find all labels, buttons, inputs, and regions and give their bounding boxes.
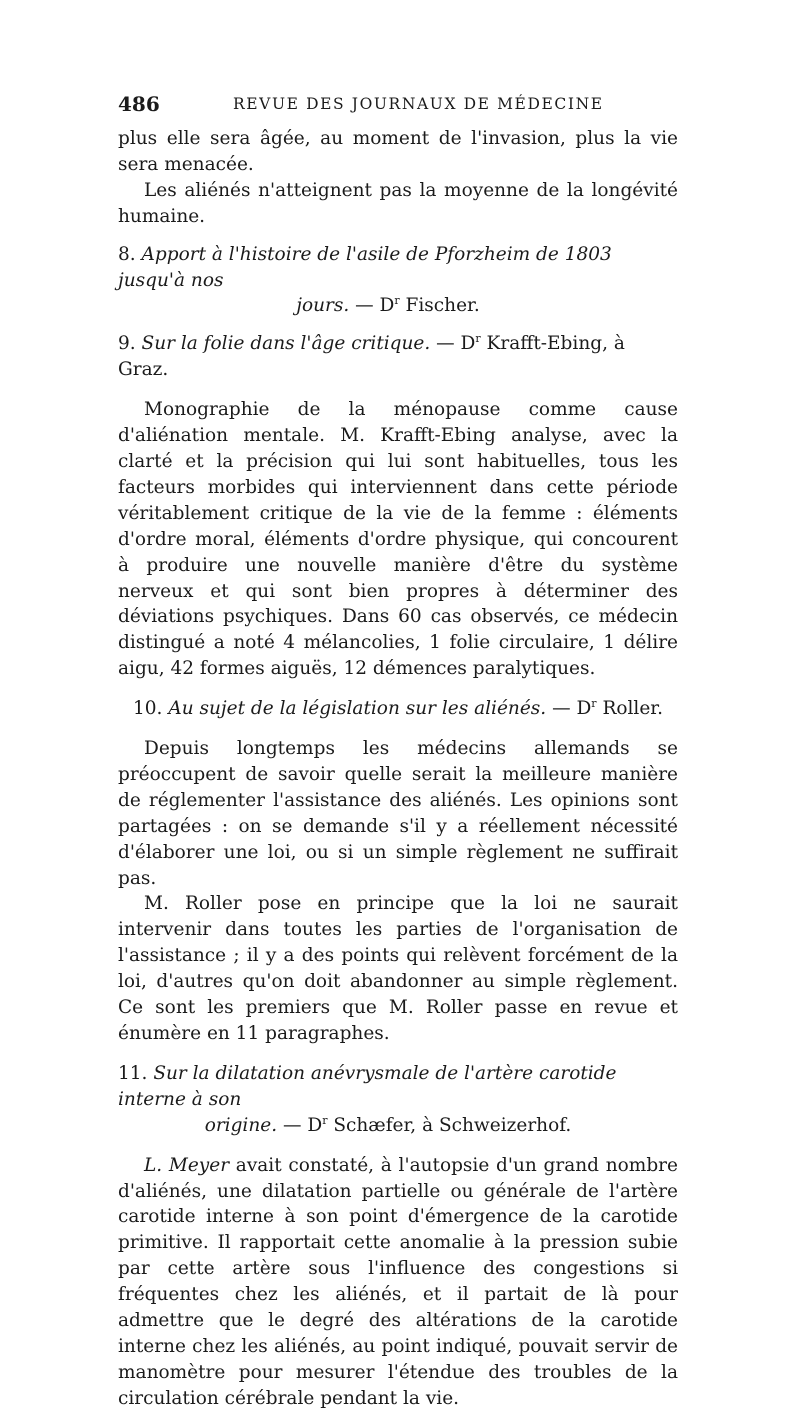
paragraph-menopause: Monographie de la ménopause comme cause d'aliénation mentale. M. Krafft-Ebing analyse, avec la clarté et la précision qui lui sont habituelles, tous les facteurs morbides qui interviennent dans cette période véritablement critique de la vie de la femme : éléments d'ordre moral, éléments d'ordre physique, qui concourent à produire une nouvelle manière d'être du système nerveux et qui sont bien propres à déterminer des déviations psychiques. Dans 60 cas observés, ce médecin distingué a noté 4 mélancolies, 1 folie circulaire, 1 délire aigu, 42 formes aiguës, 12 démences paralytiques.	[118, 399, 678, 680]
section-title: Apport à l'histoire de l'asile de Pforzheim de 1803 jusqu'à nos	[118, 243, 612, 291]
section-number: 9.	[118, 333, 136, 355]
section-heading-8	[118, 242, 678, 320]
section-heading-11	[118, 1061, 678, 1139]
paragraph-roller: M. Roller pose en principe que la loi ne saurait intervenir dans toutes les parties de l'organisation de l'assistance ; il y a des points qui relèvent forcément de la loi, d'autres qu'on doit abandonner au simple règlement. Ce sont les premiers que M. Roller passe en revue et énumère en 11 paragraphes.	[118, 893, 678, 1044]
section-title-continued: origine.	[204, 1114, 278, 1136]
section-title: Sur la folie dans l'âge critique.	[141, 333, 431, 355]
section-heading-9	[118, 331, 678, 383]
running-head	[118, 92, 676, 116]
paragraph-carotid	[118, 1153, 678, 1412]
journal-title: REVUE DES JOURNAUX DE MÉDECINE	[233, 95, 604, 113]
section-author: — $D^r$ Krafft-Ebing, à Graz.	[118, 332, 625, 381]
section-author: — $D^r$ Fischer.	[355, 294, 480, 317]
section-author: — $D^r$ Schæfer, à Schweizerhof.	[282, 1113, 572, 1136]
section-title: Sur la dilatation anévrysmale de l'artère carotide interne à son	[118, 1062, 617, 1110]
section-heading-10	[118, 696, 678, 722]
article-body	[118, 126, 678, 1412]
section-title: Au sujet de la législation sur les aliénés.	[168, 698, 547, 720]
section-number: 8.	[118, 243, 136, 265]
section-number: 10.	[133, 698, 163, 720]
paragraph-longevity: Les aliénés n'atteignent pas la moyenne de la longévité humaine.	[118, 179, 678, 227]
section-number: 11.	[118, 1062, 148, 1084]
section-title-continued: jours.	[296, 295, 350, 317]
paragraph-carotid-text: avait constaté, à l'autopsie d'un grand nombre d'aliénés, une dilatation partielle ou générale de l'artère carotide interne à son point d'émergence de la carotide primitive. Il rapportait cette anomalie à la pression subie par cette artère sous l'influence des congestions si fréquentes chez les aliénés, et il partait de là pour admettre que le degré des altérations de la carotide interne chez les aliénés, au point indiqué, pouvait servir de manomètre pour mesurer l'étendue des troubles de la circulation cérébrale pendant la vie.	[118, 1154, 678, 1409]
paragraph-longevity-continued: plus elle sera âgée, au moment de l'invasion, plus la vie sera menacée.	[118, 128, 678, 175]
section-author: — $D^r$ Roller.	[552, 696, 663, 720]
page-number: 486	[118, 92, 160, 116]
paragraph-legislation: Depuis longtemps les médecins allemands se préoccupent de savoir quelle serait la meilleure manière de réglementer l'assistance des aliénés. Les opinions sont partagées : on se demande s'il y a réellement nécessité d'élaborer une loi, ou si un simple règlement ne suffirait pas.	[118, 738, 678, 889]
cited-author: L. Meyer	[144, 1154, 230, 1176]
